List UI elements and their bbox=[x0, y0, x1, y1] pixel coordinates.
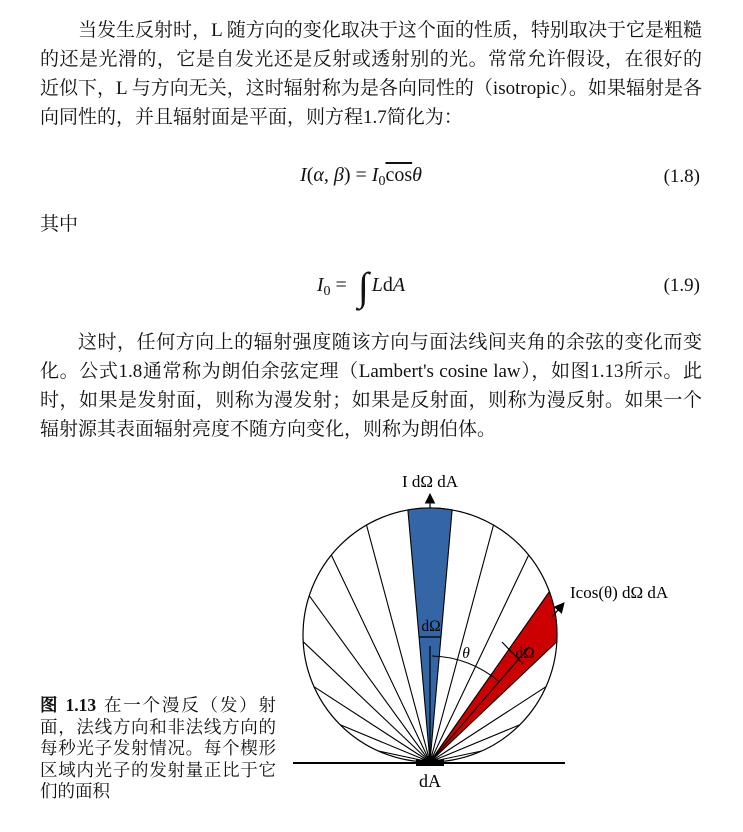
surface-label: dA bbox=[419, 771, 441, 791]
where-label: 其中 bbox=[40, 214, 79, 235]
figure-1-13 bbox=[280, 465, 743, 810]
equation-1-8-body: I(α, $\beta) = I_0\overline{cos}\theta$ bbox=[300, 164, 422, 189]
integral-sign: ∫ bbox=[357, 263, 369, 309]
red-omega-label: dΩ bbox=[515, 645, 535, 662]
figure-caption bbox=[40, 695, 276, 803]
paragraph-1: 当发生反射时，L 随方向的变化取决于这个面的性质，特别取决于它是粗糙的还是光滑的，它是自发光还是反射或透射别的光。常常允许假设，在很好的近似下，L 与方向无关，这时辐射称为是各向同性的（isotropic）。如果辐射是各向同性的，并且辐射面是平面，则方程1.7简化为： bbox=[40, 20, 702, 128]
caption-tag: 图 1.13 bbox=[40, 695, 97, 715]
paragraph-2: 这时，任何方向上的辐射强度随该方向与面法线间夹角的余弦的变化而变化。公式1.8通常称为朗伯余弦定理（Lambert's cosine law），如图1.13所示。此时，如果是发射面，则称为漫发射；如果是反射面，则称为漫反射。如果一个辐射源其表面辐射亮度不随方向变化，则称为朗伯体。 bbox=[40, 332, 702, 440]
caption-text: 在一个漫反（发）射面，法线方向和非法线方向的每秒光子发射情况。每个楔形区域内光子的发射量正比于它们的面积 bbox=[40, 695, 277, 801]
equation-number-1-8: (1.8) bbox=[663, 166, 700, 187]
equation-number-1-9: (1.9) bbox=[663, 275, 700, 296]
equation-1-9 bbox=[40, 256, 702, 316]
blue-omega-label: dΩ bbox=[421, 618, 441, 635]
equation-1-8 bbox=[40, 158, 702, 196]
figure-top-label: I dΩ dA bbox=[401, 472, 459, 491]
surface-element-marker bbox=[416, 760, 444, 767]
theta-label: θ bbox=[462, 645, 470, 662]
figure-right-label: Icos(θ) dΩ dA bbox=[570, 583, 669, 602]
equation-1-9-body: $I_0$ = ∫ LdA bbox=[316, 263, 406, 309]
